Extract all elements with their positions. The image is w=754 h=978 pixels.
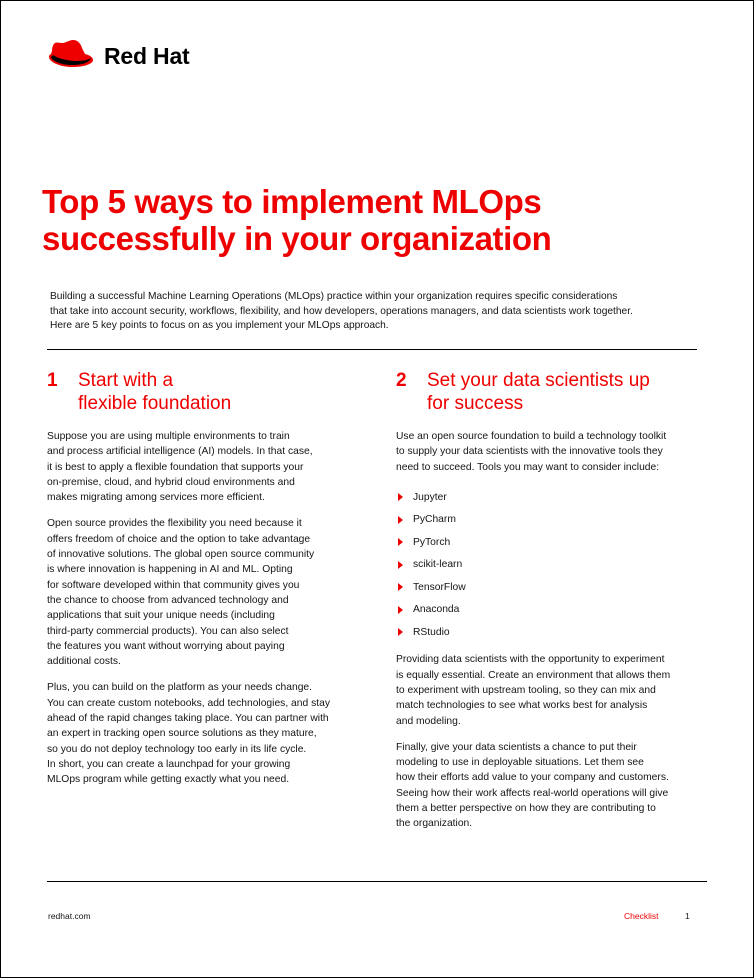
text-line: the organization. — [396, 818, 473, 830]
title-line: successfully in your organization — [42, 220, 552, 257]
text-line: additional costs. — [47, 656, 121, 668]
text-line: modeling to use in deployable situations. Let them see — [396, 757, 644, 769]
footer-divider — [47, 881, 707, 882]
section-heading — [396, 369, 706, 415]
list-item — [396, 486, 706, 509]
text-line: makes migrating among services more efficient. — [47, 492, 265, 504]
text-line: the features you want without worrying about paying — [47, 640, 285, 652]
text-line: Finally, give your data scientists a chance to put their — [396, 741, 637, 753]
text-line: applications that suit your unique needs (including — [47, 610, 275, 622]
text-line: Providing data scientists with the opportunity to experiment — [396, 654, 665, 666]
red-hat-logo-icon — [47, 38, 95, 74]
body-paragraph — [47, 429, 357, 505]
body-paragraph — [47, 516, 357, 669]
footer-url[interactable]: redhat.com — [48, 911, 91, 921]
tool-name: TensorFlow — [413, 581, 466, 593]
text-line: and process artificial intelligence (AI) models. In that case, — [47, 446, 313, 458]
text-line: need to succeed. Tools you may want to consider include: — [396, 461, 660, 473]
triangle-right-icon — [398, 583, 403, 591]
intro-paragraph — [50, 290, 695, 334]
text-line: MLOps program while getting exactly what you need. — [47, 774, 290, 786]
text-line: In short, you can create a launchpad for your growing — [47, 758, 291, 770]
tool-name: PyTorch — [413, 536, 451, 548]
text-line: offers freedom of choice and the option to take advantage — [47, 533, 311, 545]
divider — [47, 349, 697, 350]
intro-line: Here are 5 key points to focus on as you implement your MLOps approach. — [50, 320, 389, 332]
page-number: 1 — [685, 911, 690, 921]
text-line: Use an open source foundation to build a technology toolkit — [396, 431, 667, 442]
text-line: Seeing how their work affects real-world operations will give — [396, 787, 669, 799]
section-title-line: Set your data scientists up — [427, 370, 650, 391]
text-line: ahead of the rapid changes taking place. You can partner with — [47, 713, 329, 725]
text-line: match technologies to see what works best for analysis — [396, 700, 648, 712]
text-line: them a better perspective on how they are contributing to — [396, 803, 656, 815]
triangle-right-icon — [398, 493, 403, 501]
text-line: You can create custom notebooks, add technologies, and stay — [47, 697, 330, 709]
list-item — [396, 508, 706, 531]
text-line: Open source provides the flexibility you need because it — [47, 518, 302, 530]
section-title — [427, 369, 650, 415]
triangle-right-icon — [398, 628, 403, 636]
body-paragraph — [396, 429, 706, 475]
section-title-line: flexible foundation — [78, 393, 232, 414]
tool-name: scikit-learn — [413, 559, 463, 571]
text-line: is equally essential. Create an environment that allows them — [396, 669, 671, 681]
triangle-right-icon — [398, 538, 403, 546]
text-line: the chance to choose from advanced technology and — [47, 594, 289, 606]
text-line: for software developed within that community gives you — [47, 579, 300, 591]
tool-name: RStudio — [413, 626, 450, 638]
text-line: to supply your data scientists with the innovative tools they — [396, 446, 663, 458]
tool-name: Anaconda — [413, 604, 460, 616]
text-line: Suppose you are using multiple environments to train — [47, 431, 290, 442]
footer-doc-type: Checklist — [624, 911, 659, 921]
section-2 — [396, 369, 706, 843]
list-item — [396, 576, 706, 599]
section-title — [78, 369, 231, 415]
body-paragraph — [396, 740, 706, 832]
section-title-line: Start with a — [78, 370, 174, 391]
text-line: to experiment with upstream tooling, so they can mix and — [396, 684, 656, 696]
section-number: 1 — [47, 370, 58, 391]
text-line: so you do not deploy technology too early in its life cycle. — [47, 743, 307, 755]
intro-line: Building a successful Machine Learning Operations (MLOps) practice within your organization requires specific considerations — [50, 291, 618, 302]
text-line: on-premise, cloud, and hybrid cloud environments and — [47, 476, 295, 488]
intro-line: that take into account security, workflows, flexibility, and how developers, operations managers, and data scientists work together. — [50, 305, 633, 317]
text-line: how their efforts add value to your company and customers. — [396, 772, 669, 784]
section-1 — [47, 369, 357, 799]
brand-name: Red Hat — [104, 42, 190, 69]
list-item — [396, 531, 706, 554]
text-line: and modeling. — [396, 715, 461, 727]
text-line: Plus, you can build on the platform as your needs change. — [47, 682, 313, 694]
list-item — [396, 598, 706, 621]
list-item — [396, 553, 706, 576]
tool-name: PyCharm — [413, 514, 456, 526]
brand-logo — [47, 38, 190, 74]
text-line: is where innovation is happening in AI and ML. Opting — [47, 564, 293, 576]
section-title-line: for success — [427, 393, 524, 414]
triangle-right-icon — [398, 516, 403, 524]
triangle-right-icon — [398, 561, 403, 569]
page-title — [42, 183, 682, 257]
text-line: of innovative solutions. The global open source community — [47, 549, 315, 561]
body-paragraph — [396, 652, 706, 728]
text-line: an expert in tracking open source solutions as they mature, — [47, 728, 317, 740]
section-number: 2 — [396, 370, 407, 391]
triangle-right-icon — [398, 606, 403, 614]
text-line: it is best to apply a flexible foundation that supports your — [47, 461, 304, 473]
text-line: third-party commercial products). You can also select — [47, 625, 289, 637]
title-line: Top 5 ways to implement MLOps — [42, 183, 542, 220]
tool-name: Jupyter — [413, 491, 447, 503]
body-paragraph — [47, 680, 357, 787]
tool-list — [396, 486, 706, 644]
list-item — [396, 621, 706, 644]
section-heading — [47, 369, 357, 415]
